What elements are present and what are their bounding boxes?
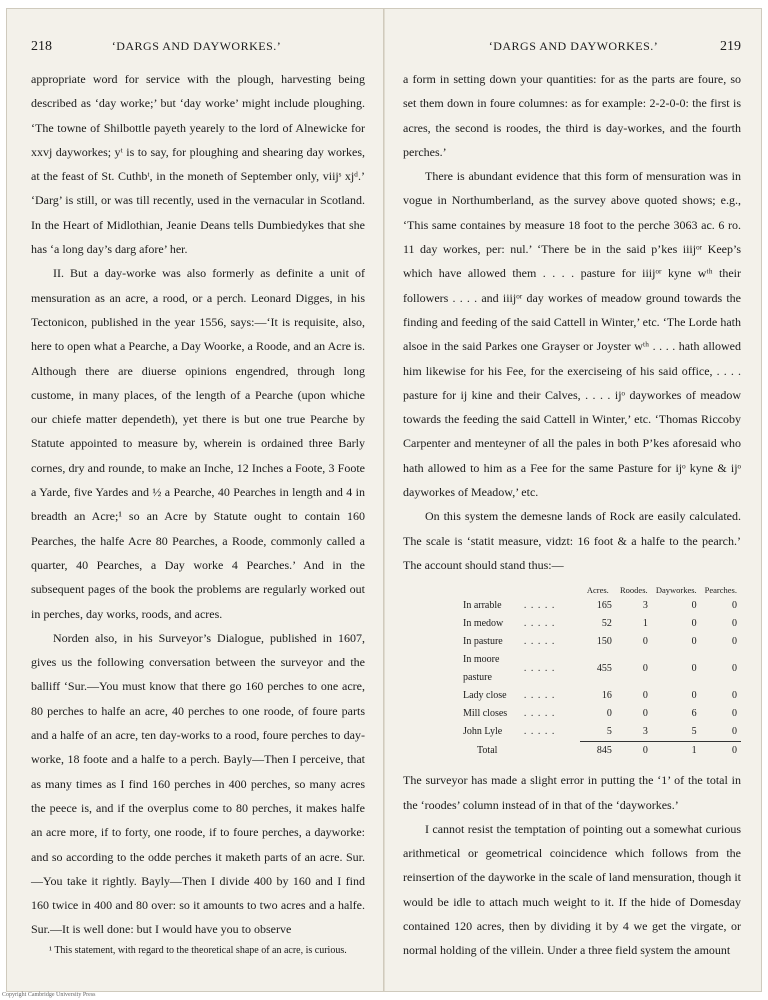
cell-pearches: 0 <box>732 708 737 720</box>
cell-pearches: 0 <box>732 690 737 702</box>
column-header: Roodes. <box>620 585 648 596</box>
row-label: In pasture <box>463 636 503 648</box>
table-row <box>459 687 741 705</box>
cell-acres: 52 <box>601 618 612 630</box>
account-table <box>459 583 741 760</box>
leader-dots: . . . . . <box>523 663 556 675</box>
left-paragraph: Norden also, in his Surveyor’s Dialogue, published in 1607, gives us the following conversation between the surveyor and the balliff ‘Sur.—You must know that there go 160 perches to one acre, 80 perches to halfe an acre, 40 perches to one roode, of foure parts and a halfe of an acre, ten day-works to a rood, foure perches to day-worke, 18 foote and a halfe to a perch. Bayly—Then I perceive, that as many times as I find 160 perches in 400 perches, so many acres the peece is, and if the overplus come to 80 perches, it makes halfe an acre more, if to forty, one roode, if to foure perches, a dayworke: and so according to the odde perches it maketh parts of an acre. Sur.—You take it rightly. Bayly—Then I divide 400 by 160 and I find 160 twice in 400 and 80 over: so it amounts to two acres and a halfe. Sur.—It is well done: but I would have you to observe <box>31 630 365 937</box>
table-row <box>459 723 741 742</box>
cell-dayworkes: 1 <box>652 742 701 761</box>
cell-roodes: 0 <box>642 636 648 648</box>
right-paragraph: There is abundant evidence that this form of mensuration was in vogue in Northumberland, as the survey above quoted shows; e.g., ‘This same containes by measure 18 foot to the perche 3063 ac. 6 ro. 11 day workes, per: nul.’ ‘There be in the said p’kes iiijᵒʳ Keep’s which have allowed them . . . . pasture for iiijᵒʳ kyne wᵗʰ their followers . . . . and iiijᵒʳ day workes of meadow ground towards the finding and feeding of the said Cattell in Winter,’ etc. ‘The Lorde hath alsoe in the said Parkes one Grayser or Joyster wᵗʰ . . . . hath allowed him likewise for his Fee, for the exerciseing of his said office, . . . . pasture for ij kine and their Calves, . . . . ijᵒ dayworkes of meadow towards the feeding the said Cattell in Winter,’ etc. ‘Thomas Riccoby Carpenter and menteyner of all the pales in both P’kes aforesaid who hath allowed to him as a Fee for the same Pasture for ijᵒ kyne & ijᵒ dayworkes of Meadow,’ etc. <box>403 169 741 500</box>
right-paragraph: I cannot resist the temptation of pointing out a somewhat curious arithmetical or geometrical coincidence which follows from the reinsertion of the dayworke in the scale of land mensuration, though it would be idle to attach much weight to it. If the hide of Domesday contained 120 acres, then by dividing it by 4 we get the virgate, or normal holding of the villein. Under a three field system the amount <box>403 821 741 958</box>
cell-roodes: 3 <box>642 726 648 738</box>
footnote: ¹ This statement, with regard to the theoretical shape of an acre, is curious. <box>49 945 347 956</box>
cell-dayworkes: 0 <box>691 663 697 675</box>
leader-dots: . . . . . <box>523 600 556 612</box>
leader-dots: . . . . . <box>523 618 556 630</box>
left-paragraph: II. But a day-worke was also formerly as definite a unit of mensuration as an acre, a rood, or a perch. Leonard Digges, in his Tectonicon, published in the year 1556, says:—‘It is requisite, also, here to open what a Pearche, a Day Woorke, a Roode, and an Acre is. Although there are diuerse opinions engendred, through long custome, in many places, of the length of a Pearche (upon whiche our chiefe matter dependeth), yet there is but one true Pearche by Statute appointed to measure by, wherein is ordained three Barly cornes, dry and rounde, to make an Inche, 12 Inches a Foote, 3 Foote a Yarde, five Yardes and ½ a Pearche, 40 Pearches in length and 4 in breadth an Acre;¹ so an Acre by Statute ought to contain 160 Pearches, the halfe Acre 80 Pearches, a Roode, commonly called a quarter, 40 Pearches, a Day worke 4 Pearches.’ And in the subsequent pages of the book the problems are regularly worked out in perches, day works, roods, and acres. <box>31 266 365 621</box>
left-running-title: ‘DARGS AND DAYWORKES.’ <box>111 39 282 53</box>
cell-acres: 455 <box>596 663 612 675</box>
table-row <box>459 705 741 723</box>
row-label: Total <box>477 744 498 756</box>
row-label: John Lyle <box>463 726 503 738</box>
left-page-body <box>31 67 365 942</box>
left-paragraph: appropriate word for service with the plough, harvesting being described as ‘day worke;’ but ‘day worke’ might include ploughing. ‘The towne of Shilbottle payeth yearely to the lord of Alnewicke for xxvj dayworkes; yᵗ is to say, for ploughing and shearing day workes, at the feast of St. Cuthbᵗ, in the moneth of September only, viijˢ xjᵈ.’ ‘Darg’ is still, or was till recently, used in the vernacular in Scotland. In the Heart of Midlothian, Jeanie Deans tells Dumbiedykes that she has ‘a long day’s darg afore’ her. <box>31 72 365 257</box>
row-label: In medow <box>463 618 504 630</box>
column-header: Pearches. <box>704 585 737 596</box>
cell-dayworkes: 0 <box>691 600 697 612</box>
cell-roodes: 0 <box>642 708 648 720</box>
cell-pearches: 0 <box>732 636 737 648</box>
left-page <box>7 9 383 991</box>
book-spread <box>6 8 762 992</box>
right-page-number: 219 <box>719 39 741 54</box>
table-row <box>459 597 741 615</box>
cell-roodes: 0 <box>642 690 648 702</box>
row-label: Mill closes <box>463 708 508 720</box>
cell-roodes: 3 <box>642 600 648 612</box>
right-paragraph: a form in setting down your quantities: for as the parts are foure, so set them down in foure columnes: as for example: 2-2-0-0: the first is acres, the second is roodes, the third is day-workes, and the fourth perches.’ <box>403 72 741 159</box>
row-label: In arrable <box>463 600 502 612</box>
cell-roodes: 1 <box>642 618 648 630</box>
left-page-number: 218 <box>31 39 52 54</box>
right-page-body <box>403 67 741 963</box>
cell-pearches: 0 <box>732 663 737 675</box>
table-row <box>459 651 741 687</box>
table-row <box>459 633 741 651</box>
table-row <box>459 615 741 633</box>
leader-dots: . . . . . <box>523 690 556 702</box>
cell-dayworkes: 6 <box>691 708 697 720</box>
table-total-row <box>459 742 741 761</box>
copyright-notice: Copyright Cambridge University Press <box>2 992 96 998</box>
leader-dots: . . . . . <box>523 726 556 738</box>
cell-acres: 5 <box>606 726 612 738</box>
column-header: Dayworkes. <box>655 585 697 596</box>
cell-pearches: 0 <box>732 618 737 630</box>
cell-roodes: 0 <box>616 742 652 761</box>
row-label: In moore pasture <box>463 654 500 684</box>
cell-pearches: 0 <box>732 600 737 612</box>
left-page-header <box>31 39 365 57</box>
cell-pearches: 0 <box>732 726 737 738</box>
cell-acres: 165 <box>596 600 612 612</box>
leader-dots: . . . . . <box>523 636 556 648</box>
cell-acres: 845 <box>580 742 616 761</box>
cell-pearches: 0 <box>701 742 741 761</box>
cell-dayworkes: 0 <box>691 690 697 702</box>
cell-dayworkes: 5 <box>691 726 697 738</box>
cell-dayworkes: 0 <box>691 636 697 648</box>
right-page-header <box>403 39 741 57</box>
account-table-header <box>459 583 741 597</box>
cell-dayworkes: 0 <box>691 618 697 630</box>
right-running-title: ‘DARGS AND DAYWORKES.’ <box>488 39 659 53</box>
cell-acres: 0 <box>606 708 612 720</box>
right-paragraph: On this system the demesne lands of Rock are easily calculated. The scale is ‘statit measure, vidzt: 16 foot & a halfe to the pearch.’ The account should stand thus:— <box>403 509 741 572</box>
cell-roodes: 0 <box>642 663 648 675</box>
column-header: Acres. <box>586 585 609 596</box>
cell-acres: 16 <box>601 690 612 702</box>
right-page <box>385 9 761 991</box>
leader-dots: . . . . . <box>523 708 556 720</box>
right-paragraph: The surveyor has made a slight error in putting the ‘1’ of the total in the ‘roodes’ column instead of in that of the ‘dayworkes.’ <box>403 773 741 812</box>
cell-acres: 150 <box>596 636 612 648</box>
row-label: Lady close <box>463 690 507 702</box>
